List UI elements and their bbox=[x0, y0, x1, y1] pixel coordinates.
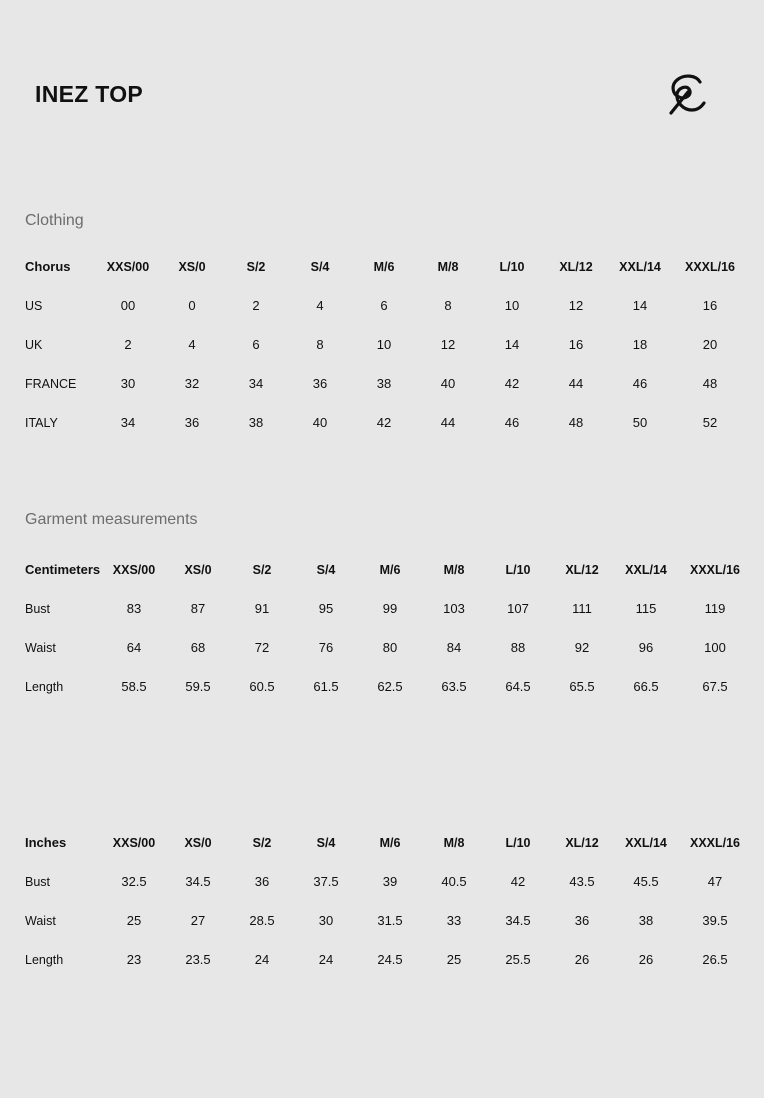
table-cell: 26.5 bbox=[702, 952, 728, 967]
column-header: XL/12 bbox=[565, 562, 599, 577]
table-row bbox=[0, 364, 748, 403]
table-cell: 46 bbox=[504, 415, 520, 430]
table-header-row bbox=[0, 247, 748, 286]
table-cell: 88 bbox=[510, 640, 526, 655]
table-cell: 100 bbox=[704, 640, 726, 655]
table-row bbox=[0, 901, 752, 940]
table-cell: 42 bbox=[510, 874, 526, 889]
centimeters-measurement-table bbox=[0, 550, 752, 706]
column-header: XL/12 bbox=[565, 835, 599, 850]
table-cell: 40 bbox=[312, 415, 328, 430]
column-header: XXL/14 bbox=[625, 562, 667, 577]
column-header: Chorus bbox=[25, 259, 71, 274]
table-cell: 52 bbox=[702, 415, 718, 430]
table-cell: 91 bbox=[254, 601, 270, 616]
table-cell: 39 bbox=[382, 874, 398, 889]
table-cell: 39.5 bbox=[702, 913, 728, 928]
column-header: M/8 bbox=[443, 835, 465, 850]
table-cell: 30 bbox=[120, 376, 136, 391]
table-cell: 6 bbox=[380, 298, 388, 313]
table-cell: 36 bbox=[574, 913, 590, 928]
table-cell: 34.5 bbox=[185, 874, 211, 889]
table-cell: 4 bbox=[188, 337, 196, 352]
column-header: S/4 bbox=[316, 562, 336, 577]
table-cell: 00 bbox=[120, 298, 136, 313]
table-cell: 59.5 bbox=[185, 679, 211, 694]
table-cell: 8 bbox=[316, 337, 324, 352]
table-row bbox=[0, 403, 748, 442]
column-header: XXXL/16 bbox=[689, 835, 741, 850]
row-label: US bbox=[25, 298, 43, 313]
table-cell: 65.5 bbox=[569, 679, 595, 694]
column-header: S/2 bbox=[252, 835, 272, 850]
table-cell: 34 bbox=[120, 415, 136, 430]
row-label: Bust bbox=[25, 874, 51, 889]
table-cell: 0 bbox=[188, 298, 196, 313]
column-header: Centimeters bbox=[25, 562, 101, 577]
table-cell: 87 bbox=[190, 601, 206, 616]
row-label: ITALY bbox=[25, 415, 58, 430]
column-header: S/4 bbox=[310, 259, 330, 274]
table-cell: 103 bbox=[443, 601, 465, 616]
column-header: L/10 bbox=[499, 259, 525, 274]
table-cell: 95 bbox=[318, 601, 334, 616]
table-cell: 64 bbox=[126, 640, 142, 655]
column-header: XS/0 bbox=[184, 835, 212, 850]
column-header: XXS/00 bbox=[112, 562, 156, 577]
table-cell: 38 bbox=[376, 376, 392, 391]
table-cell: 68 bbox=[190, 640, 206, 655]
brand-logo-icon bbox=[666, 70, 710, 118]
column-header: Inches bbox=[25, 835, 67, 850]
column-header: M/6 bbox=[379, 835, 401, 850]
row-label: UK bbox=[25, 337, 43, 352]
inches-measurement-table bbox=[0, 823, 752, 979]
table-row bbox=[0, 325, 748, 364]
table-cell: 34 bbox=[248, 376, 264, 391]
table-cell: 42 bbox=[504, 376, 520, 391]
table-cell: 36 bbox=[254, 874, 270, 889]
table-cell: 58.5 bbox=[121, 679, 147, 694]
table-cell: 42 bbox=[376, 415, 392, 430]
column-header: XS/0 bbox=[178, 259, 206, 274]
table-cell: 36 bbox=[184, 415, 200, 430]
table-cell: 45.5 bbox=[633, 874, 659, 889]
row-label: Waist bbox=[25, 913, 56, 928]
table-cell: 25 bbox=[446, 952, 462, 967]
table-cell: 24 bbox=[318, 952, 334, 967]
table-cell: 40.5 bbox=[441, 874, 467, 889]
table-cell: 24.5 bbox=[377, 952, 403, 967]
table-cell: 96 bbox=[638, 640, 654, 655]
table-cell: 23.5 bbox=[185, 952, 211, 967]
table-cell: 46 bbox=[632, 376, 648, 391]
table-row bbox=[0, 589, 752, 628]
table-cell: 24 bbox=[254, 952, 270, 967]
table-cell: 119 bbox=[704, 601, 726, 616]
column-header: M/6 bbox=[373, 259, 395, 274]
table-cell: 84 bbox=[446, 640, 462, 655]
table-cell: 28.5 bbox=[249, 913, 275, 928]
column-header: S/2 bbox=[246, 259, 266, 274]
table-cell: 31.5 bbox=[377, 913, 403, 928]
table-cell: 47 bbox=[707, 874, 723, 889]
clothing-size-table bbox=[0, 247, 748, 442]
table-cell: 10 bbox=[376, 337, 392, 352]
table-cell: 37.5 bbox=[313, 874, 339, 889]
table-cell: 44 bbox=[568, 376, 584, 391]
table-cell: 48 bbox=[568, 415, 584, 430]
column-header: M/8 bbox=[443, 562, 465, 577]
table-cell: 43.5 bbox=[569, 874, 595, 889]
row-label: Length bbox=[25, 679, 64, 694]
table-cell: 26 bbox=[574, 952, 590, 967]
table-cell: 36 bbox=[312, 376, 328, 391]
table-cell: 115 bbox=[635, 601, 657, 616]
section-heading-clothing: Clothing bbox=[25, 212, 84, 229]
table-cell: 80 bbox=[382, 640, 398, 655]
table-cell: 25.5 bbox=[505, 952, 531, 967]
table-cell: 50 bbox=[632, 415, 648, 430]
table-cell: 10 bbox=[504, 298, 520, 313]
table-cell: 107 bbox=[507, 601, 529, 616]
column-header: S/2 bbox=[252, 562, 272, 577]
table-cell: 32 bbox=[184, 376, 200, 391]
column-header: XXS/00 bbox=[106, 259, 150, 274]
table-cell: 12 bbox=[440, 337, 456, 352]
table-cell: 83 bbox=[126, 601, 142, 616]
row-label: FRANCE bbox=[25, 376, 77, 391]
table-cell: 27 bbox=[190, 913, 206, 928]
table-cell: 38 bbox=[248, 415, 264, 430]
table-cell: 62.5 bbox=[377, 679, 403, 694]
table-row bbox=[0, 940, 752, 979]
column-header: XXS/00 bbox=[112, 835, 156, 850]
table-cell: 23 bbox=[126, 952, 142, 967]
table-cell: 26 bbox=[638, 952, 654, 967]
table-cell: 38 bbox=[638, 913, 654, 928]
table-cell: 25 bbox=[126, 913, 142, 928]
table-cell: 64.5 bbox=[505, 679, 531, 694]
table-cell: 16 bbox=[702, 298, 718, 313]
table-cell: 8 bbox=[444, 298, 452, 313]
column-header: XXXL/16 bbox=[689, 562, 741, 577]
table-cell: 111 bbox=[572, 601, 592, 616]
table-cell: 99 bbox=[382, 601, 398, 616]
page-title: INEZ TOP bbox=[35, 81, 144, 107]
table-cell: 60.5 bbox=[249, 679, 275, 694]
table-row bbox=[0, 667, 752, 706]
column-header: XXL/14 bbox=[625, 835, 667, 850]
table-cell: 76 bbox=[318, 640, 334, 655]
table-cell: 40 bbox=[440, 376, 456, 391]
table-cell: 12 bbox=[568, 298, 584, 313]
table-cell: 66.5 bbox=[633, 679, 659, 694]
table-cell: 32.5 bbox=[121, 874, 147, 889]
table-cell: 34.5 bbox=[505, 913, 531, 928]
table-row bbox=[0, 286, 748, 325]
row-label: Bust bbox=[25, 601, 51, 616]
column-header: M/6 bbox=[379, 562, 401, 577]
table-cell: 4 bbox=[316, 298, 324, 313]
table-cell: 18 bbox=[632, 337, 648, 352]
section-heading-garment: Garment measurements bbox=[25, 511, 198, 528]
column-header: S/4 bbox=[316, 835, 336, 850]
column-header: XXXL/16 bbox=[684, 259, 736, 274]
column-header: M/8 bbox=[437, 259, 459, 274]
table-cell: 2 bbox=[124, 337, 132, 352]
table-cell: 92 bbox=[574, 640, 590, 655]
column-header: L/10 bbox=[505, 562, 531, 577]
column-header: XXL/14 bbox=[619, 259, 661, 274]
table-cell: 20 bbox=[702, 337, 718, 352]
table-cell: 30 bbox=[318, 913, 334, 928]
column-header: XS/0 bbox=[184, 562, 212, 577]
table-cell: 14 bbox=[504, 337, 520, 352]
table-cell: 48 bbox=[702, 376, 718, 391]
table-cell: 72 bbox=[254, 640, 270, 655]
column-header: L/10 bbox=[505, 835, 531, 850]
table-cell: 16 bbox=[568, 337, 584, 352]
table-cell: 63.5 bbox=[441, 679, 467, 694]
table-row bbox=[0, 862, 752, 901]
table-cell: 6 bbox=[252, 337, 260, 352]
table-cell: 14 bbox=[632, 298, 648, 313]
table-cell: 61.5 bbox=[313, 679, 339, 694]
table-cell: 44 bbox=[440, 415, 456, 430]
column-header: XL/12 bbox=[559, 259, 593, 274]
table-header-row bbox=[0, 823, 752, 862]
row-label: Waist bbox=[25, 640, 56, 655]
table-cell: 33 bbox=[446, 913, 462, 928]
table-cell: 2 bbox=[252, 298, 260, 313]
row-label: Length bbox=[25, 952, 64, 967]
table-header-row bbox=[0, 550, 752, 589]
table-row bbox=[0, 628, 752, 667]
table-cell: 67.5 bbox=[702, 679, 728, 694]
